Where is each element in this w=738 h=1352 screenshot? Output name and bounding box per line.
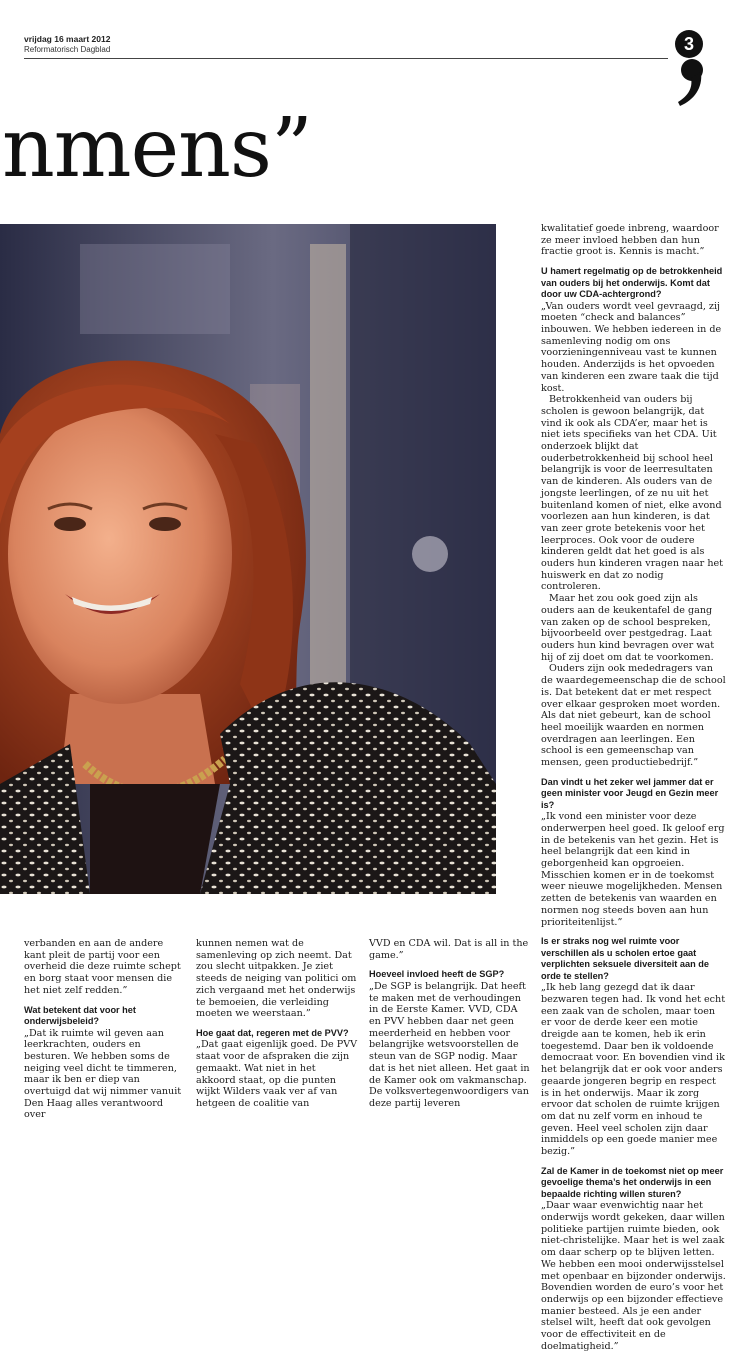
body-paragraph: „Van ouders wordt veel gevraagd, zij moeten “check and balances” inbouwen. We hebben iedereen in de samenleving nodig om ons voorzieningenniveau vast te kunnen houden. Anderzijds is het opvoeden van kinderen een zware taak die tijd kost. — [541, 300, 722, 394]
interview-question: Hoe gaat dat, regeren met de PVV? — [196, 1027, 349, 1038]
body-paragraph: VVD en CDA wil. Dat is all in the game.” — [369, 938, 529, 961]
body-paragraph: kwalitatief goede inbreng, waardoor ze meer invloed hebben dan hun fractie groot is. Kennis is macht.” — [541, 223, 719, 258]
body-paragraph: Betrokkenheid van ouders bij scholen is gewoon belangrijk, dat vind ik ook als CDA’er, maar het is niet iets specifieks van het CDA. Uit onderzoek blijkt dat ouderbetrokkenheid bij school heel belangrijk is voor de leerresultaten van de kinderen. Als ouders van de jongste leerlingen, of ze nu uit het buitenland komen of niet, elke avond voorlezen aan hun kinderen, is dat van zeer grote betekenis voor het leerproces. Ook voor de oudere kinderen geldt dat het goed is als ouders hun kinderen vragen naar het huiswerk en dat zo nodig controleren. — [541, 394, 724, 593]
body-paragraph: „De SGP is belangrijk. Dat heeft te maken met de verhoudingen in de Eerste Kamer. VVD, CDA en PVV hebben daar net geen meerderheid en hebben voor belangrijke wetsvoorstellen de steun van de SGP nodig. Maar dat is het niet alleen. Het gaat in de Kamer ook om vakmanschap. De volksvertegenwoordigers van deze partij leveren — [369, 980, 530, 1109]
newspaper-name: Reformatorisch Dagblad — [24, 45, 111, 54]
article-column-right — [541, 223, 726, 1352]
body-paragraph: „Dat gaat eigenlijk goed. De PVV staat voor de afspraken die zijn gemaakt. Wat niet in het akkoord staat, op die punten wijkt Wilders vaak ver af van hetgeen de coalitie van — [196, 1039, 358, 1109]
interview-question: Hoeveel invloed heeft de SGP? — [369, 969, 505, 980]
page-number-badge: 3 — [675, 30, 703, 58]
article-column-bottom-2 — [196, 938, 358, 1110]
interview-question: Is er straks nog wel ruimte voor verschillen als u scholen ertoe gaat verplichten seksuele diversiteit aan de orde te stellen? — [541, 936, 710, 981]
interview-question: Zal de Kamer in de toekomst niet op meer gevoelige thema’s het onderwijs in een bepaalde richting willen sturen? — [541, 1165, 724, 1199]
header-divider — [24, 58, 668, 59]
body-paragraph: „Ik vond een minister voor deze onderwerpen heel goed. Ik geloof erg in de betekenis van het gezin. Het is heel belangrijk dat een kind in geborgenheid kan opgroeien. Misschien komen er in de toekomst weer nieuwe mogelijkheden. Mensen zetten de betekenis van waarden en normen nog steeds boven aan hun prioriteitenlijst.” — [541, 811, 725, 928]
portrait-photo — [0, 224, 496, 894]
body-paragraph: „Ik heb lang gezegd dat ik daar bezwaren tegen had. Ik vond het echt een zaak van de scholen, maar toen er voor de derde keer een motie dreigde aan te komen, heb ik erin toegestemd. Daar ben ik voldoende democraat voor. En bovendien vind ik het belangrijk dat er ook voor anders geaarde jongeren begrip en respect is in het onderwijs. Maar ik zorg ervoor dat scholen de ruimte krijgen om dat nu zelf vorm en inhoud te geven. Heel veel scholen zijn daar inmiddels op een goede manier mee bezig.” — [541, 982, 726, 1158]
body-paragraph: Ouders zijn ook mededragers van de waardegemeenschap die de school is. Dat betekent dat er met respect over elkaar gesproken moet worden. Als dat niet gebeurt, kan de school heel moeilijk waarden en normen overdragen aan leerlingen. Een school is een gemeenschap van mensen, geen productiebedrijf.” — [541, 663, 726, 769]
headline: nmens” — [2, 101, 312, 196]
issue-date: vrijdag 16 maart 2012 — [24, 34, 111, 44]
interview-question: Dan vindt u het zeker wel jammer dat er geen minister voor Jeugd en Gezin meer is? — [541, 776, 719, 810]
article-column-bottom-1 — [24, 938, 182, 1121]
body-paragraph: „Dat ik ruimte wil geven aan leerkrachten, ouders en besturen. We hebben soms de neiging veel dicht te timmeren, maar ik ben er diep van overtuigd dat wij nimmer vanuit Den Haag alles verantwoord over — [24, 1027, 182, 1121]
body-paragraph: verbanden en aan de andere kant pleit de partij voor een overheid die deze ruimte schept en borg staat voor mensen die het niet zelf redden.” — [24, 938, 181, 996]
interview-question: U hamert regelmatig op de betrokkenheid van ouders bij het onderwijs. Komt dat door uw CDA-achtergrond? — [541, 266, 723, 300]
comma-icon — [676, 58, 706, 108]
body-paragraph: „Daar waar evenwichtig naar het onderwijs wordt gekeken, daar willen politieke partijen ruimte bieden, ook niet-christelijke. Maar het is wel zaak om daar scherp op te blijven letten. We hebben een mooi onderwijsstelsel met openbaar en bijzonder onderwijs. Bovendien worden de euro’s voor het onderwijs op een bijzonder effectieve manier besteed. Als je een ander stelsel wilt, heeft dat ook gevolgen voor de effectiviteit en de doelmatigheid.” — [541, 1200, 726, 1352]
body-paragraph: kunnen nemen wat de samenleving op zich neemt. Dat zou slecht uitpakken. Je ziet steeds de neiging van politici om zich vergaand met het onderwijs te bemoeien, die verleiding moeten we weerstaan.” — [196, 938, 357, 1020]
interview-question: Wat betekent dat voor het onderwijsbeleid? — [24, 1004, 136, 1027]
article-column-bottom-3 — [369, 938, 531, 1110]
body-paragraph: Maar het zou ook goed zijn als ouders aan de keukentafel de gang van zaken op de school bespreken, bijvoorbeeld over pestgedrag. Laat ouders hun kind bevragen over wat hij of zij doet om dat te voorkomen. — [541, 593, 715, 663]
